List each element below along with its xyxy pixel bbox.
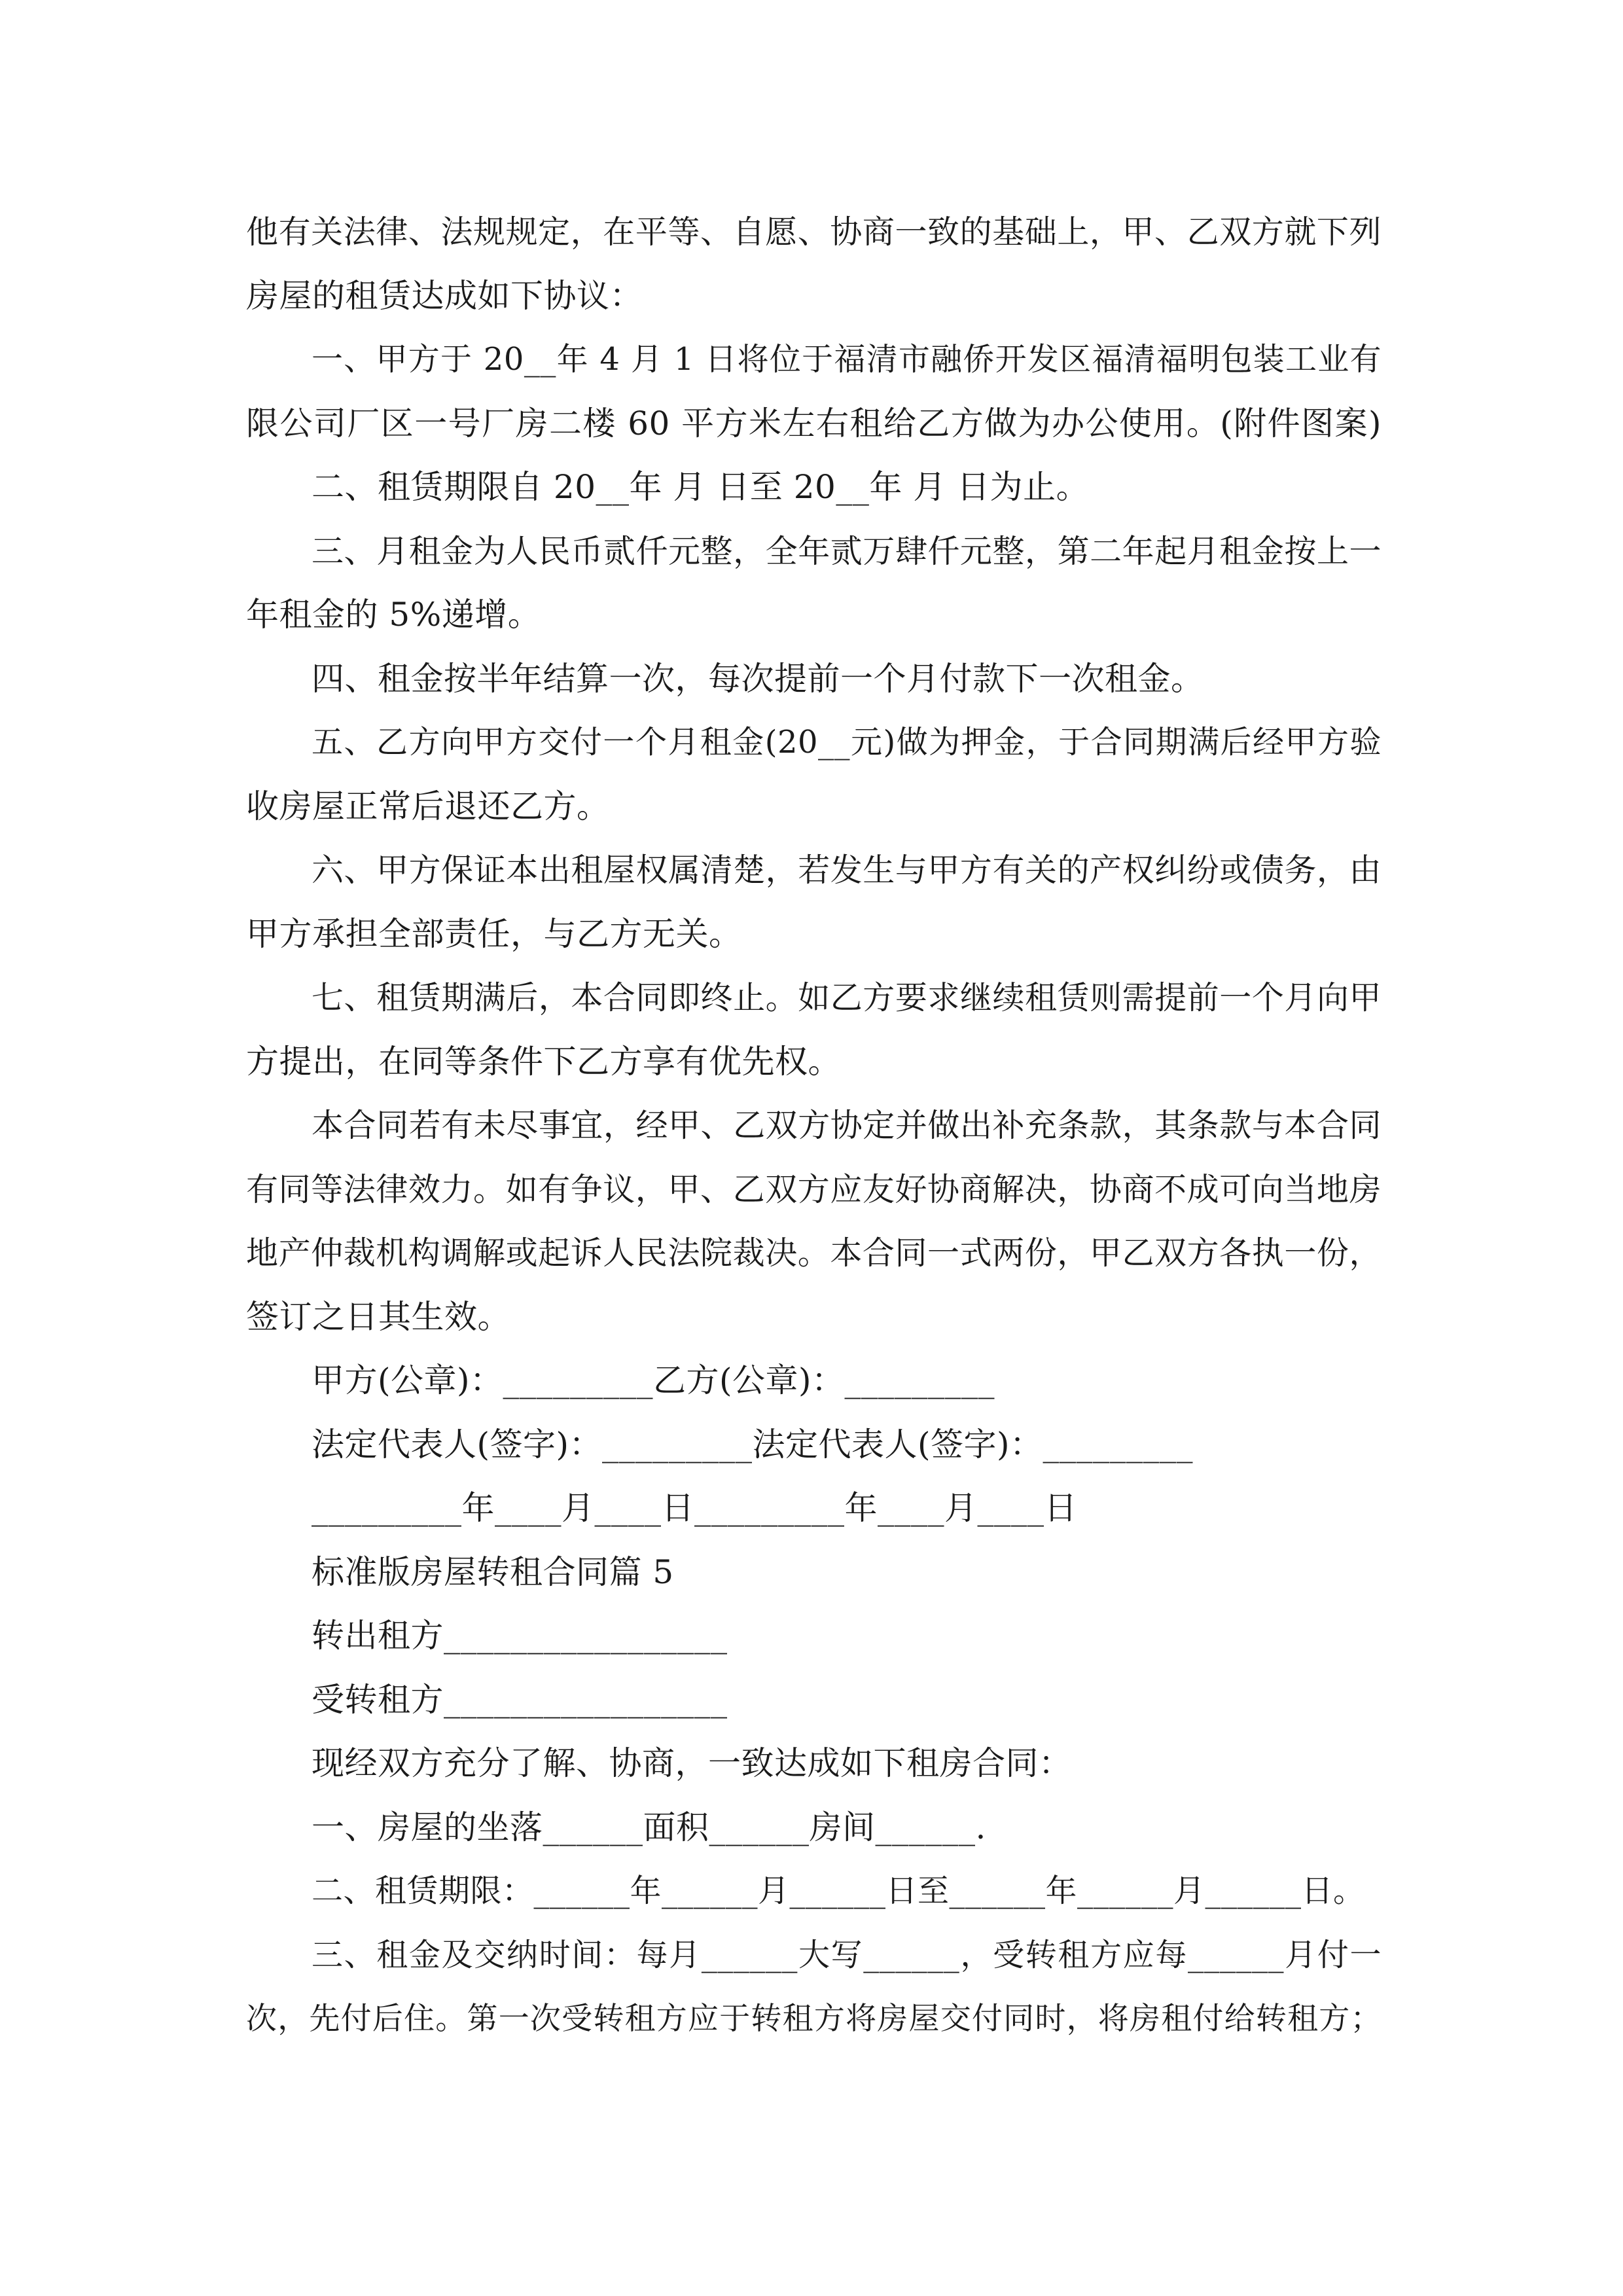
- text-line: 一、甲方于 20__年 4 月 1 日将位于福清市融侨开发区福清福明包装工业有: [312, 341, 1382, 378]
- text-line: 六、甲方保证本出租屋权属清楚，若发生与甲方有关的产权纠纷或债务，由: [312, 852, 1382, 889]
- text-line: 年租金的 5%递增。: [246, 596, 541, 634]
- text-line: 地产仲裁机构调解或起诉人民法院裁决。本合同一式两份，甲乙双方各执一份，: [246, 1234, 1382, 1272]
- text-line: 本合同若有未尽事宜，经甲、乙双方协定并做出补充条款，其条款与本合同: [312, 1107, 1382, 1144]
- text-line: 五、乙方向甲方交付一个月租金(20__元)做为押金，于合同期满后经甲方验: [312, 724, 1382, 761]
- text-line: 二、租赁期限自 20__年 月 日至 20__年 月 日为止。: [312, 468, 1090, 506]
- text-line: 二、租赁期限：______年______月______日至______年______月______日。: [312, 1873, 1365, 1909]
- text-line: 有同等法律效力。如有争议，甲、乙双方应友好协商解决，协商不成可向当地房: [246, 1170, 1382, 1208]
- text-line: 方提出，在同等条件下乙方享有优先权。: [246, 1042, 841, 1081]
- text-line: 甲方(公章)：_________乙方(公章)：_________: [312, 1361, 995, 1399]
- text-line: 次，先付后住。第一次受转租方应于转租方将房屋交付同时，将房租付给转租方；: [246, 2001, 1382, 2037]
- text-line: 四、租金按半年结算一次，每次提前一个月付款下一次租金。: [312, 659, 1204, 698]
- text-line: 转出租方_________________: [312, 1617, 728, 1655]
- text-line: 房屋的租赁达成如下协议：: [246, 276, 643, 315]
- text-line: 七、租赁期满后，本合同即终止。如乙方要求继续租赁则需提前一个月向甲: [312, 979, 1382, 1016]
- text-line: 法定代表人(签字)：_________法定代表人(签字)：_________: [312, 1425, 1194, 1463]
- text-line: 三、月租金为人民币贰仟元整，全年贰万肆仟元整，第二年起月租金按上一: [312, 532, 1382, 570]
- text-line: 收房屋正常后退还乙方。: [246, 787, 610, 825]
- text-line: 甲方承担全部责任，与乙方无关。: [246, 914, 742, 953]
- text-line: _________年____月____日_________年____月____日: [312, 1489, 1077, 1527]
- text-line: 他有关法律、法规规定，在平等、自愿、协商一致的基础上，甲、乙双方就下列: [246, 213, 1382, 251]
- text-line: 签订之日其生效。: [246, 1297, 510, 1336]
- text-line: 一、房屋的坐落______面积______房间______.: [312, 1808, 986, 1846]
- document-page: [246, 200, 1382, 2051]
- text-line: 现经双方充分了解、协商，一致达成如下租房合同：: [312, 1744, 1072, 1782]
- text-line: 受转租方_________________: [312, 1680, 728, 1719]
- text-line: 限公司厂区一号厂房二楼 60 平方米左右租给乙方做为办公使用。(附件图案): [246, 404, 1382, 442]
- text-line: 标准版房屋转租合同篇 5: [312, 1552, 674, 1591]
- text-line: 三、租金及交纳时间：每月______大写______，受转租方应每______月付一: [312, 1936, 1382, 1973]
